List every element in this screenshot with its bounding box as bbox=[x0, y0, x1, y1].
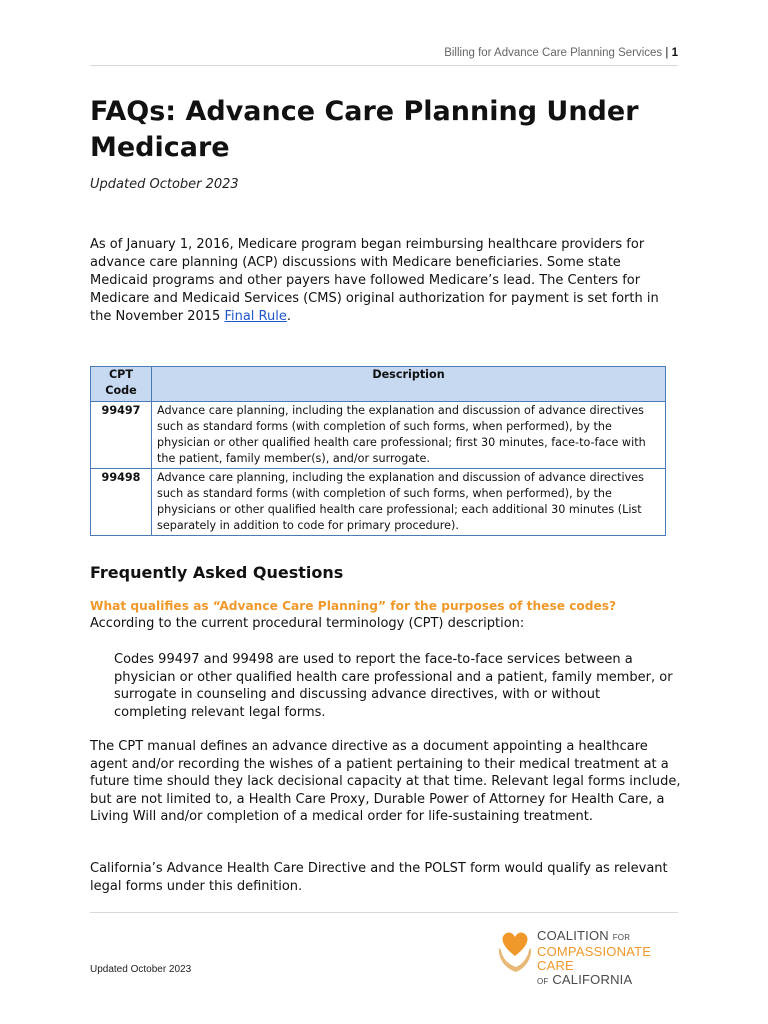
faq-question: What qualifies as “Advance Care Planning” for the purposes of these codes? bbox=[90, 599, 617, 613]
faq-heading: Frequently Asked Questions bbox=[90, 563, 344, 582]
cpt-code-cell: 99498 bbox=[91, 469, 152, 536]
intro-text: As of January 1, 2016, Medicare program began reimbursing healthcare providers for advance care planning (ACP) discussions with Medicare beneficiaries. Some state Medicaid programs and other payers have followed Medicare’s lead. The Centers for Medicare and Medicaid Services (CMS) original authorization for payment is set forth in the November 2015 bbox=[90, 237, 659, 324]
updated-date: Updated October 2023 bbox=[90, 177, 239, 192]
footer-updated-date: Updated October 2023 bbox=[90, 964, 192, 975]
logo-line3-small: OF bbox=[537, 977, 549, 986]
running-title: Billing for Advance Care Planning Services bbox=[444, 47, 663, 59]
cpt-description-quote: Codes 99497 and 99498 are used to report the face-to-face services between a physician or other qualified health care professional and a patient, family member, or surrogate in counseling and discussing advance directives, with or without completing relevant legal forms. bbox=[114, 652, 673, 720]
table-row bbox=[91, 469, 666, 536]
coalition-logo bbox=[496, 926, 686, 987]
header-cpt-code: CPT Code bbox=[91, 367, 152, 402]
description-cell: Advance care planning, including the explanation and discussion of advance directives such as standard forms (with completion of such forms, when performed), by the physicians or other qualified health care professional; each additional 30 minutes (List separately in addition to code for primary procedure). bbox=[152, 469, 666, 536]
description-cell: Advance care planning, including the explanation and discussion of advance directives such as standard forms (with completion of such forms, when performed), by the physician or other qualified health care professional; first 30 minutes, face-to-face with the patient, family member(s), and/or surrogate. bbox=[152, 402, 666, 469]
footer-divider bbox=[90, 912, 678, 913]
page-title: FAQs: Advance Care Planning Under Medicare bbox=[90, 96, 639, 163]
final-rule-link[interactable]: Final Rule bbox=[224, 309, 287, 324]
heart-hands-icon bbox=[496, 926, 534, 976]
intro-end: . bbox=[286, 309, 291, 324]
faq-paragraph-definition: The CPT manual defines an advance directive as a document appointing a healthcare agent and/or recording the wishes of a patient pertaining to their medical treatment at a future time should they lack decisional capacity at that time. Relevant legal forms include, but are not limited to, a Health Care Proxy, Durable Power of Attorney for Health Care, a Living Will and/or completion of a medical order for life-sustaining treatment. bbox=[90, 739, 681, 824]
header-separator: | bbox=[665, 47, 669, 59]
logo-line1-main: COALITION bbox=[537, 928, 609, 943]
cpt-code-cell: 99497 bbox=[91, 402, 152, 469]
logo-wordmark bbox=[537, 929, 686, 989]
logo-line1-small: FOR bbox=[612, 933, 631, 942]
page-number: 1 bbox=[671, 47, 678, 59]
faq-answer-lead: According to the current procedural terminology (CPT) description: bbox=[90, 616, 525, 631]
cpt-code-table bbox=[90, 366, 666, 536]
logo-line3-main: CALIFORNIA bbox=[552, 972, 633, 987]
running-header bbox=[444, 47, 678, 59]
logo-line2: COMPASSIONATE CARE bbox=[537, 944, 652, 973]
faq-paragraph-california: California’s Advance Health Care Directive and the POLST form would qualify as relevant legal forms under this definition. bbox=[90, 861, 668, 894]
header-description: Description bbox=[152, 367, 666, 402]
intro-paragraph bbox=[90, 236, 680, 326]
table-header-row bbox=[91, 367, 666, 402]
header-divider bbox=[90, 65, 678, 66]
table-row bbox=[91, 402, 666, 469]
